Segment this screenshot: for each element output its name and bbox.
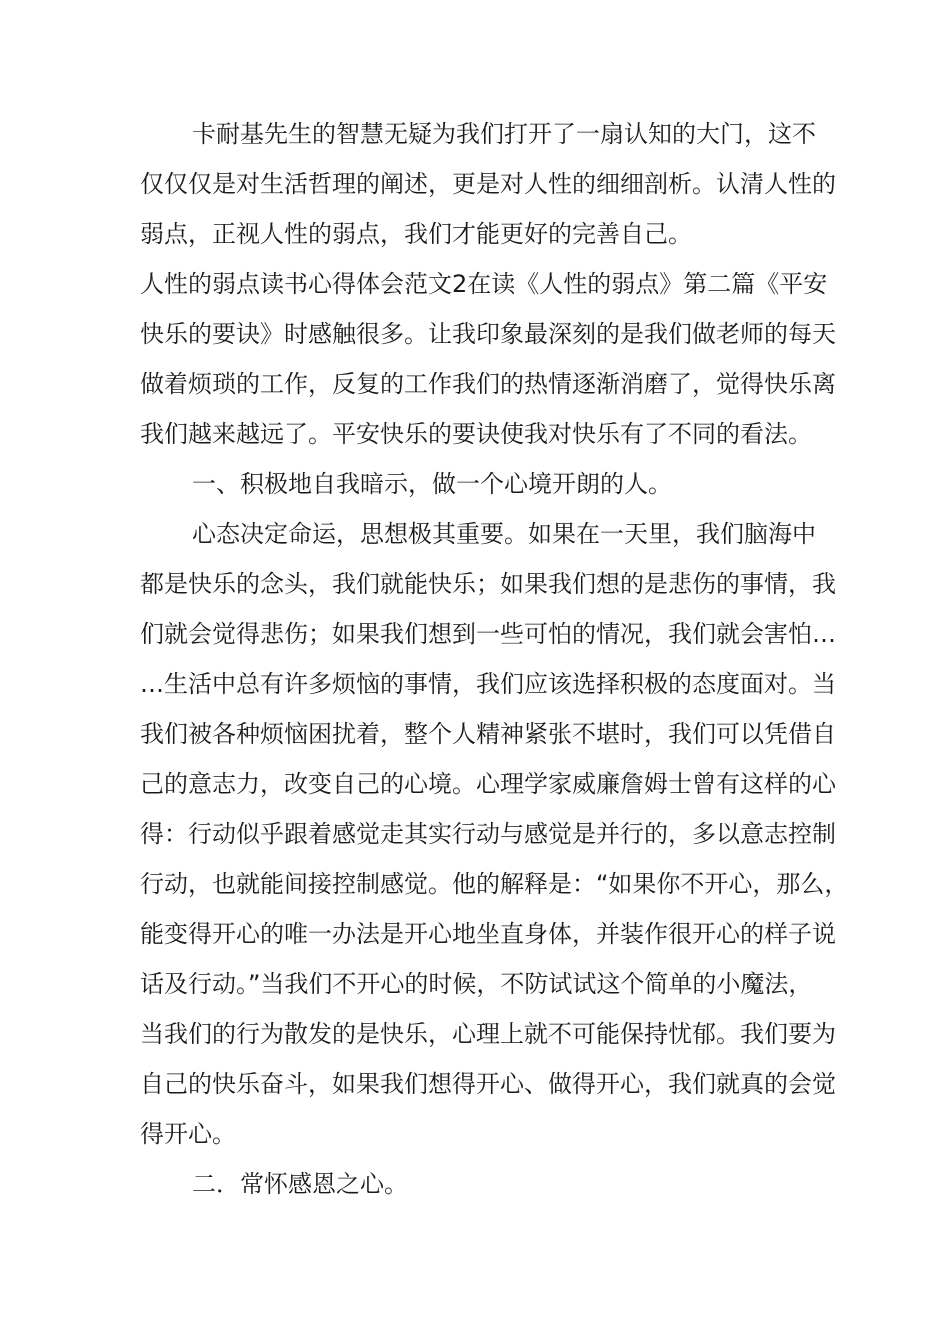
text-line-16: 行动，也就能间接控制感觉。他的解释是：“如果你不开心，那么， — [140, 870, 849, 898]
text-line-10: 都是快乐的念头，我们就能快乐；如果我们想的是悲伤的事情，我 — [140, 570, 836, 598]
section-heading-1: 一、积极地自我暗示，做一个心境开朗的人。 — [192, 470, 672, 498]
section-heading-2: 二．常怀感恩之心。 — [192, 1170, 408, 1198]
text-line-3: 弱点，正视人性的弱点，我们才能更好的完善自己。 — [140, 220, 692, 248]
text-line-5: 快乐的要诀》时感触很多。让我印象最深刻的是我们做老师的每天 — [140, 320, 836, 348]
text-line-11: 们就会觉得悲伤；如果我们想到一些可怕的情况，我们就会害怕… — [140, 620, 836, 648]
text-line-17: 能变得开心的唯一办法是开心地坐直身体，并装作很开心的样子说 — [140, 920, 836, 948]
text-line-4: 人性的弱点读书心得体会范文2在读《人性的弱点》第二篇《平安 — [140, 270, 828, 298]
text-line-12: …生活中总有许多烦恼的事情，我们应该选择积极的态度面对。当 — [140, 670, 836, 698]
text-line-6: 做着烦琐的工作，反复的工作我们的热情逐渐消磨了，觉得快乐离 — [140, 370, 836, 398]
text-line-18: 话及行动。”当我们不开心的时候，不防试试这个简单的小魔法， — [140, 970, 813, 998]
text-line-21: 得开心。 — [140, 1120, 236, 1148]
text-line-14: 己的意志力，改变自己的心境。心理学家威廉詹姆士曾有这样的心 — [140, 770, 836, 798]
text-line-19: 当我们的行为散发的是快乐，心理上就不可能保持忧郁。我们要为 — [140, 1020, 836, 1048]
text-line-20: 自己的快乐奋斗，如果我们想得开心、做得开心，我们就真的会觉 — [140, 1070, 836, 1098]
text-line-7: 我们越来越远了。平安快乐的要诀使我对快乐有了不同的看法。 — [140, 420, 812, 448]
text-line-13: 我们被各种烦恼困扰着，整个人精神紧张不堪时，我们可以凭借自 — [140, 720, 836, 748]
text-line-9: 心态决定命运，思想极其重要。如果在一天里，我们脑海中 — [192, 520, 816, 548]
text-line-1: 卡耐基先生的智慧无疑为我们打开了一扇认知的大门，这不 — [192, 120, 816, 148]
text-line-2: 仅仅仅是对生活哲理的阐述，更是对人性的细细剖析。认清人性的 — [140, 170, 836, 198]
text-line-15: 得：行动似乎跟着感觉走其实行动与感觉是并行的，多以意志控制 — [140, 820, 836, 848]
